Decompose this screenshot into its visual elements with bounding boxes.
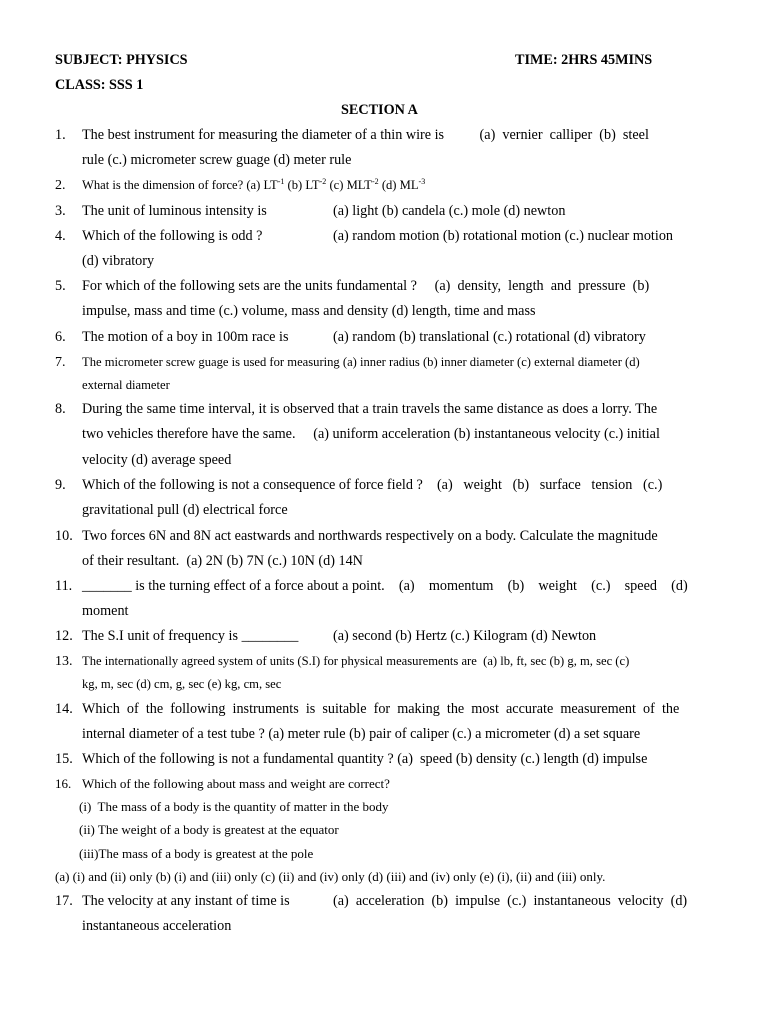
statement-ii: (ii) The weight of a body is greatest at the equator	[79, 822, 339, 837]
question-text: impulse, mass and time (c.) volume, mass and density (d) length, time and mass	[82, 303, 536, 319]
question-text: Which of the following instruments is suitable for making the most accurate measurement of the	[82, 701, 680, 717]
question-text: gravitational pull (d) electrical force	[82, 502, 288, 518]
question-number: 3.	[55, 203, 66, 219]
question-text: internal diameter of a test tube ? (a) meter rule (b) pair of caliper (c.) a micrometer (d) a set square	[82, 726, 641, 742]
question-number: 4.	[55, 228, 66, 244]
question-number: 6.	[55, 329, 66, 345]
question-number: 16.	[55, 776, 72, 791]
question-number: 13.	[55, 654, 73, 669]
question-options: instantaneous acceleration	[82, 918, 232, 934]
question-options: (a) second (b) Hertz (c.) Kilogram (d) Newton	[333, 628, 597, 644]
question-number: 5.	[55, 278, 66, 294]
class-label: CLASS: SSS 1	[55, 77, 144, 93]
section-title: SECTION A	[341, 102, 418, 118]
question-text: Which of the following is not a consequence of force field ? (a) weight (b) surface tension (c.)	[82, 477, 663, 493]
question-number: 1.	[55, 127, 66, 143]
question-text: What is the dimension of force? (a) $LT^{-1}$ (b) $LT^{-2}$ (c) $MLT^{-2}$ (d) $ML^{-3}$	[82, 177, 426, 192]
question-number: 11.	[55, 578, 73, 594]
question-text: During the same time interval, it is observed that a train travels the same distance as does a lorry. The	[82, 401, 658, 417]
question-text: external diameter	[82, 378, 170, 392]
question-text: For which of the following sets are the units fundamental ? (a) density, length and pressure (b)	[82, 278, 650, 294]
statement-i: (i) The mass of a body is the quantity of matter in the body	[79, 799, 389, 814]
question-number: 8.	[55, 401, 66, 417]
question-options: (a) random (b) translational (c.) rotational (d) vibratory	[333, 329, 646, 345]
question-text: moment	[82, 603, 129, 619]
question-text: Which of the following is not a fundamental quantity ? (a) speed (b) density (c.) length (d) impulse	[82, 751, 648, 767]
question-text: two vehicles therefore have the same. (a) uniform acceleration (b) instantaneous velocity (c.) initial	[82, 426, 660, 442]
question-text: The S.I unit of frequency is ________	[82, 628, 299, 644]
question-number: 2.	[55, 178, 66, 193]
question-text: The velocity at any instant of time is	[82, 893, 290, 909]
question-number: 14.	[55, 701, 73, 717]
question-text: The unit of luminous intensity is	[82, 203, 267, 219]
question-number: 7.	[55, 355, 66, 370]
question-number: 10.	[55, 528, 73, 544]
question-text: Which of the following about mass and weight are correct?	[82, 776, 390, 791]
question-text: The internationally agreed system of units (S.I) for physical measurements are (a) lb, ft, sec (b) g, m, sec (c)	[82, 654, 630, 668]
question-number: 9.	[55, 477, 66, 493]
question-options: (d) vibratory	[82, 253, 155, 269]
question-text: _______ is the turning effect of a force about a point. (a) momentum (b) weight (c.) speed (d)	[82, 578, 688, 594]
question-text: of their resultant. (a) 2N (b) 7N (c.) 10N (d) 14N	[82, 553, 363, 569]
subject-label: SUBJECT: PHYSICS	[55, 52, 188, 68]
question-text: kg, m, sec (d) cm, g, sec (e) kg, cm, sec	[82, 677, 282, 691]
question-options: (a) (i) and (ii) only (b) (i) and (iii) only (c) (ii) and (iv) only (d) (iii) and (iv) only (e) (i), (ii) and (iii) only.	[55, 869, 606, 884]
question-number: 17.	[55, 893, 73, 909]
question-text: The motion of a boy in 100m race is	[82, 329, 289, 345]
question-text: The micrometer screw guage is used for measuring (a) inner radius (b) inner diameter (c) external diameter (d)	[82, 355, 640, 369]
question-text: The best instrument for measuring the diameter of a thin wire is (a) vernier calliper (b) steel	[82, 127, 649, 143]
question-text: Two forces 6N and 8N act eastwards and northwards respectively on a body. Calculate the magnitude	[82, 528, 658, 544]
time-label: TIME: 2HRS 45MINS	[515, 52, 653, 68]
question-number: 12.	[55, 628, 73, 644]
question-text: rule (c.) micrometer screw guage (d) meter rule	[82, 152, 352, 168]
question-options: (a) light (b) candela (c.) mole (d) newton	[333, 203, 566, 219]
question-options: (a) acceleration (b) impulse (c.) instantaneous velocity (d)	[333, 893, 688, 909]
question-text: velocity (d) average speed	[82, 452, 232, 468]
question-text: Which of the following is odd ?	[82, 228, 263, 244]
question-options: (a) random motion (b) rotational motion (c.) nuclear motion	[333, 228, 674, 244]
question-number: 15.	[55, 751, 73, 767]
statement-iii: (iii)The mass of a body is greatest at the pole	[79, 846, 314, 861]
